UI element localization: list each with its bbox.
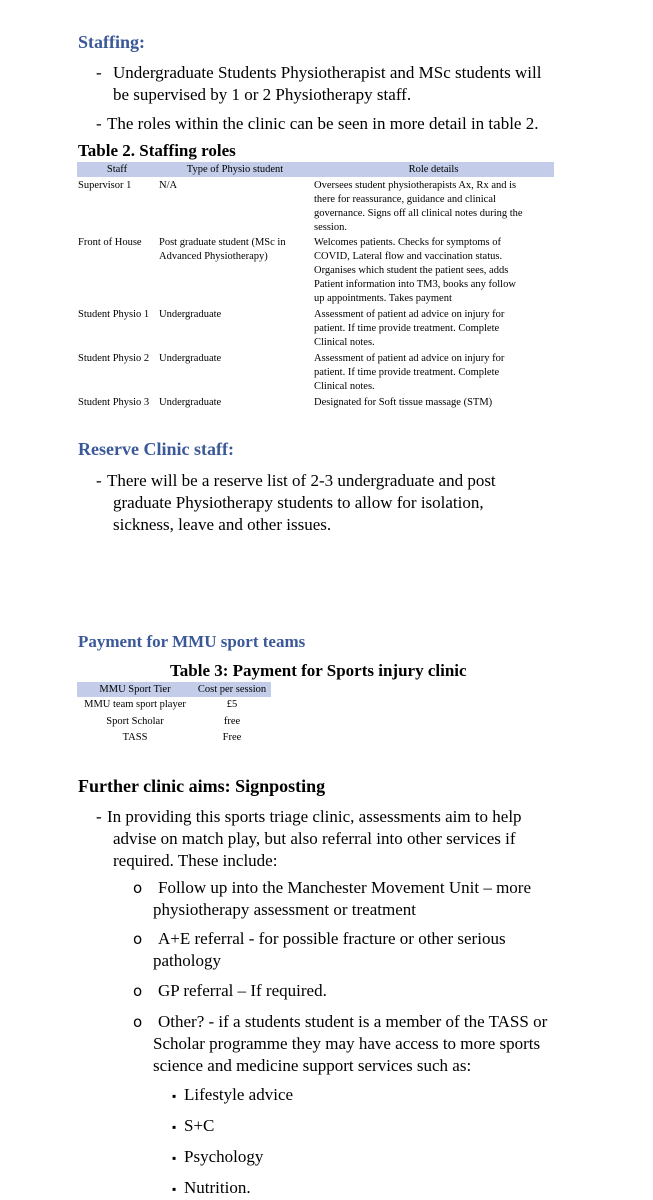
table2-header-type: Type of Physio student: [186, 164, 284, 175]
reserve-line: sickness, leave and other issues.: [113, 515, 332, 534]
table2-row-1-staff: Supervisor 1: [78, 180, 132, 191]
signpost-item-4-line: Scholar programme they may have access to more sports: [153, 1034, 541, 1053]
sub-item-4-label: Nutrition.: [184, 1178, 251, 1197]
signposting-intro-line: advise on match play, but also referral into other services if: [113, 829, 516, 848]
table2-row-2-type: [159, 236, 286, 264]
table2-row-4-role-line: patient. If time provide treatment. Complete: [314, 367, 500, 378]
table2-row-4-role-line: Clinical notes.: [314, 381, 375, 392]
sub-item-2: [172, 1115, 214, 1137]
table2-row-5-staff: Student Physio 3: [78, 397, 150, 408]
table2-row-4-role-line: Assessment of patient ad advice on injury for: [314, 353, 505, 364]
signpost-item-2-line: A+E referral - for possible fracture or other serious: [158, 929, 506, 948]
signpost-item-2-line: pathology: [153, 951, 221, 970]
table2-row-2-role-line: COVID, Lateral flow and vaccination status.: [314, 251, 503, 262]
signpost-item-1: [133, 877, 638, 921]
dash-bullet: -: [96, 114, 102, 133]
sub-item-3-label: Psychology: [184, 1147, 264, 1166]
square-bullet-icon: ▪: [172, 1089, 177, 1103]
table2-row-3-staff: Student Physio 1: [78, 309, 150, 320]
table2-row-1-role-line: there for reassurance, guidance and clinical: [314, 194, 496, 205]
signposting-intro: [96, 806, 641, 872]
table2-row-2-role-line: Welcomes patients. Checks for symptoms of: [314, 237, 501, 248]
table2-row-1-role-line: governance. Signs off all clinical notes during the: [314, 208, 523, 219]
reserve-bullet: [96, 470, 636, 536]
staffing-heading: Staffing:: [78, 32, 145, 52]
sub-item-1-label: Lifestyle advice: [184, 1085, 294, 1104]
signposting-intro-line: required. These include:: [113, 851, 278, 870]
dash-bullet: -: [96, 471, 102, 490]
staffing-bullet-2-line-1: The roles within the clinic can be seen in more detail in table 2.: [107, 114, 539, 133]
circle-bullet-icon: o: [133, 879, 143, 897]
signposting-intro-line: In providing this sports triage clinic, assessments aim to help: [107, 807, 522, 826]
table2-row-2-role-line: up appointments. Takes payment: [314, 293, 452, 304]
table3-row-2-tier: Sport Scholar: [106, 716, 164, 727]
table2-row-1-type-line: N/A: [159, 180, 178, 191]
signpost-item-2: [133, 928, 638, 972]
table2-row-5-role-line: Designated for Soft tissue massage (STM): [314, 397, 493, 408]
table3-header-tier: MMU Sport Tier: [99, 684, 171, 695]
table2-row-1-role-line: session.: [314, 222, 347, 233]
circle-bullet-icon: o: [133, 1013, 143, 1031]
table2-row-3-type: [159, 308, 221, 322]
table2-row-4-role: [314, 352, 554, 394]
sub-item-1: [172, 1084, 293, 1106]
square-bullet-icon: ▪: [172, 1120, 177, 1134]
signpost-item-4: [133, 1011, 638, 1077]
table2-header-role: Role details: [408, 164, 459, 175]
reserve-line: graduate Physiotherapy students to allow for isolation,: [113, 493, 484, 512]
signposting-heading: Further clinic aims: Signposting: [78, 776, 326, 796]
table2-row-2-type-line: Post graduate student (MSc in: [159, 237, 286, 248]
table3-row-3-cost: Free: [222, 732, 242, 743]
signpost-item-1-line: Follow up into the Manchester Movement Unit – more: [158, 878, 531, 897]
table2-header-staff: Staff: [106, 164, 128, 175]
payment-heading: Payment for MMU sport teams: [78, 632, 306, 651]
signpost-item-4-line: Other? - if a students student is a member of the TASS or: [158, 1012, 548, 1031]
circle-bullet-icon: o: [133, 982, 143, 1000]
table2-row-2-type-line: Advanced Physiotherapy): [159, 251, 268, 262]
square-bullet-icon: ▪: [172, 1151, 177, 1165]
square-bullet-icon: ▪: [172, 1182, 177, 1196]
table2-row-1-role-line: Oversees student physiotherapists Ax, Rx and is: [314, 180, 517, 191]
reserve-line: There will be a reserve list of 2-3 undergraduate and post: [107, 471, 496, 490]
table2-row-2-role-line: Organises which student the patient sees, adds: [314, 265, 509, 276]
table3-row-2-cost: free: [223, 716, 241, 727]
table2-row-4-type: [159, 352, 221, 366]
staffing-bullet-1: [96, 62, 636, 106]
table2-row-1-role: [314, 179, 554, 235]
table3-row-3-tier: TASS: [122, 732, 148, 743]
signpost-item-3-line: GP referral – If required.: [158, 981, 327, 1000]
table3-row-1-cost: £5: [226, 699, 238, 710]
table3-row-1-tier: MMU team sport player: [84, 699, 186, 710]
table3-header-cost: Cost per session: [197, 684, 267, 695]
signpost-item-1-line: physiotherapy assessment or treatment: [153, 900, 416, 919]
table2-row-2-role-line: Patient information into TM3, books any follow: [314, 279, 516, 290]
sub-item-2-label: S+C: [184, 1116, 215, 1135]
table2-row-2-staff: Front of House: [78, 237, 142, 248]
circle-bullet-icon: o: [133, 930, 143, 948]
table2-row-3-role: [314, 308, 554, 350]
table2-caption: Table 2. Staffing roles: [78, 141, 236, 160]
table2-row-3-type-line: Undergraduate: [159, 309, 222, 320]
dash-bullet: -: [96, 63, 102, 82]
dash-bullet: -: [96, 807, 102, 826]
table2-row-5-type-line: Undergraduate: [159, 397, 222, 408]
table2-row-2-role: [314, 236, 554, 306]
table2-row-5-type: [159, 396, 221, 410]
signpost-item-3: [133, 980, 638, 1002]
table2-row-3-role-line: Assessment of patient ad advice on injury for: [314, 309, 505, 320]
table3-caption: Table 3: Payment for Sports injury clinic: [170, 661, 467, 680]
table2-row-3-role-line: patient. If time provide treatment. Complete: [314, 323, 500, 334]
signpost-item-4-line: science and medicine support services such as:: [153, 1056, 472, 1075]
table2-row-1-type: [159, 179, 177, 193]
table2-row-3-role-line: Clinical notes.: [314, 337, 375, 348]
staffing-bullet-2: [96, 113, 636, 135]
table2-row-4-type-line: Undergraduate: [159, 353, 222, 364]
staffing-bullet-1-line-2: be supervised by 1 or 2 Physiotherapy staff.: [113, 85, 412, 104]
table2-row-4-staff: Student Physio 2: [78, 353, 150, 364]
reserve-heading: Reserve Clinic staff:: [78, 439, 234, 459]
sub-item-3: [172, 1146, 263, 1168]
sub-item-4: [172, 1177, 251, 1199]
table2-row-5-role: [314, 396, 554, 410]
staffing-bullet-1-line-1: Undergraduate Students Physiotherapist and MSc students will: [113, 63, 542, 82]
